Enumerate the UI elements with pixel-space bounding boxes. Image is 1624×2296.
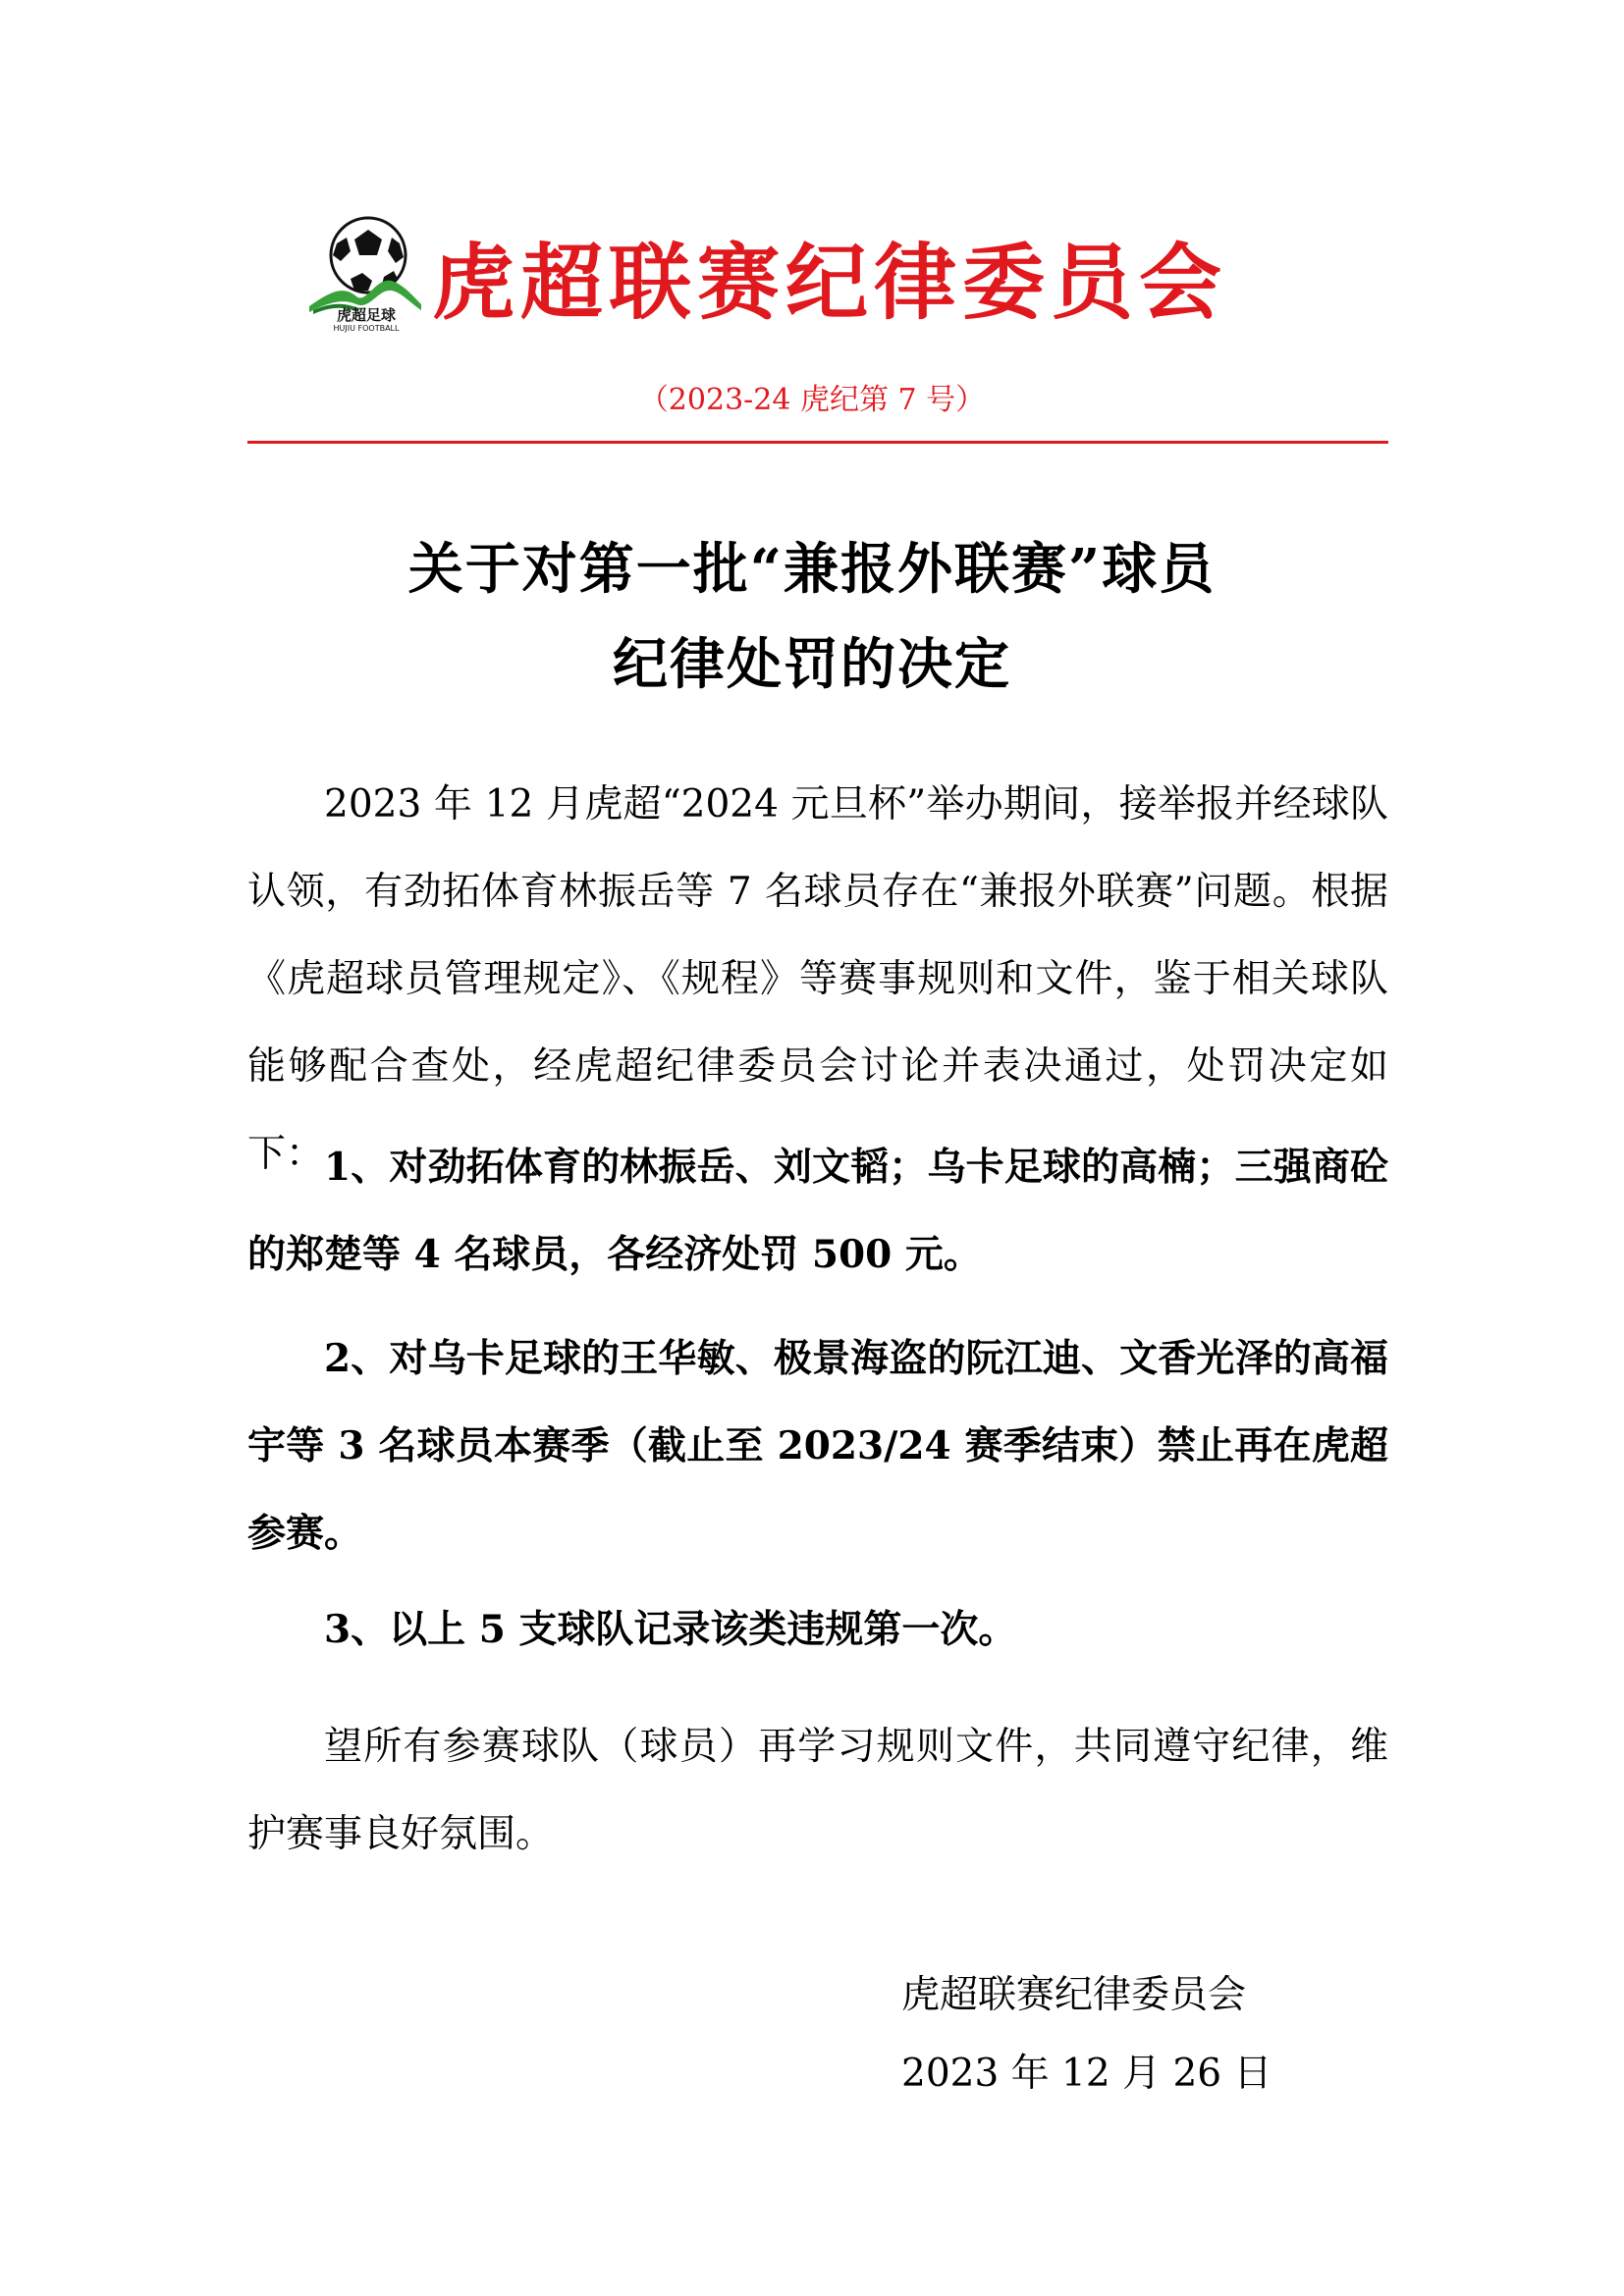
org-title: 虎超联赛纪律委员会	[432, 234, 1228, 331]
penalty-item-3: 3、以上 5 支球队记录该类违规第一次。	[324, 1607, 1017, 1652]
document-number: （2023-24 虎纪第 7 号）	[638, 383, 986, 417]
penalty-item-1: 1、对劲拓体育的林振岳、刘文韬；乌卡足球的高楠；三强商砼的郑楚等 4 名球员，各经济处罚 500 元。	[247, 1145, 1388, 1277]
penalty-item-2: 2、对乌卡足球的王华敏、极景海盗的阮江迪、文香光泽的高福宇等 3 名球员本赛季（截止至 2023/24 赛季结束）禁止再在虎超参赛。	[247, 1336, 1388, 1556]
signature-organization: 虎超联赛纪律委员会	[901, 1973, 1247, 2017]
closing-paragraph: 望所有参赛球队（球员）再学习规则文件，共同遵守纪律，维护赛事良好氛围。	[247, 1725, 1388, 1856]
hujiu-football-logo	[307, 208, 425, 336]
logo-subtext: HUJIU FOOTBALL	[333, 324, 400, 333]
intro-paragraph: 2023 年 12 月虎超“2024 元旦杯”举办期间，接举报并经球队认领，有劲拓体育林振岳等 7 名球员存在“兼报外联赛”问题。根据《虎超球员管理规定》、《规程》等赛事规则和文件，鉴于相关球队能够配合查处，经虎超纪律委员会讨论并表决通过，处罚决定如下：	[247, 782, 1388, 1176]
header-divider	[247, 441, 1388, 444]
document-title-line-2: 纪律处罚的决定	[613, 632, 1011, 697]
signature-date: 2023 年 12 月 26 日	[901, 2052, 1272, 2096]
logo-text: 虎超足球	[336, 306, 396, 324]
document-title-line-1: 关于对第一批“兼报外联赛”球员	[407, 537, 1217, 602]
